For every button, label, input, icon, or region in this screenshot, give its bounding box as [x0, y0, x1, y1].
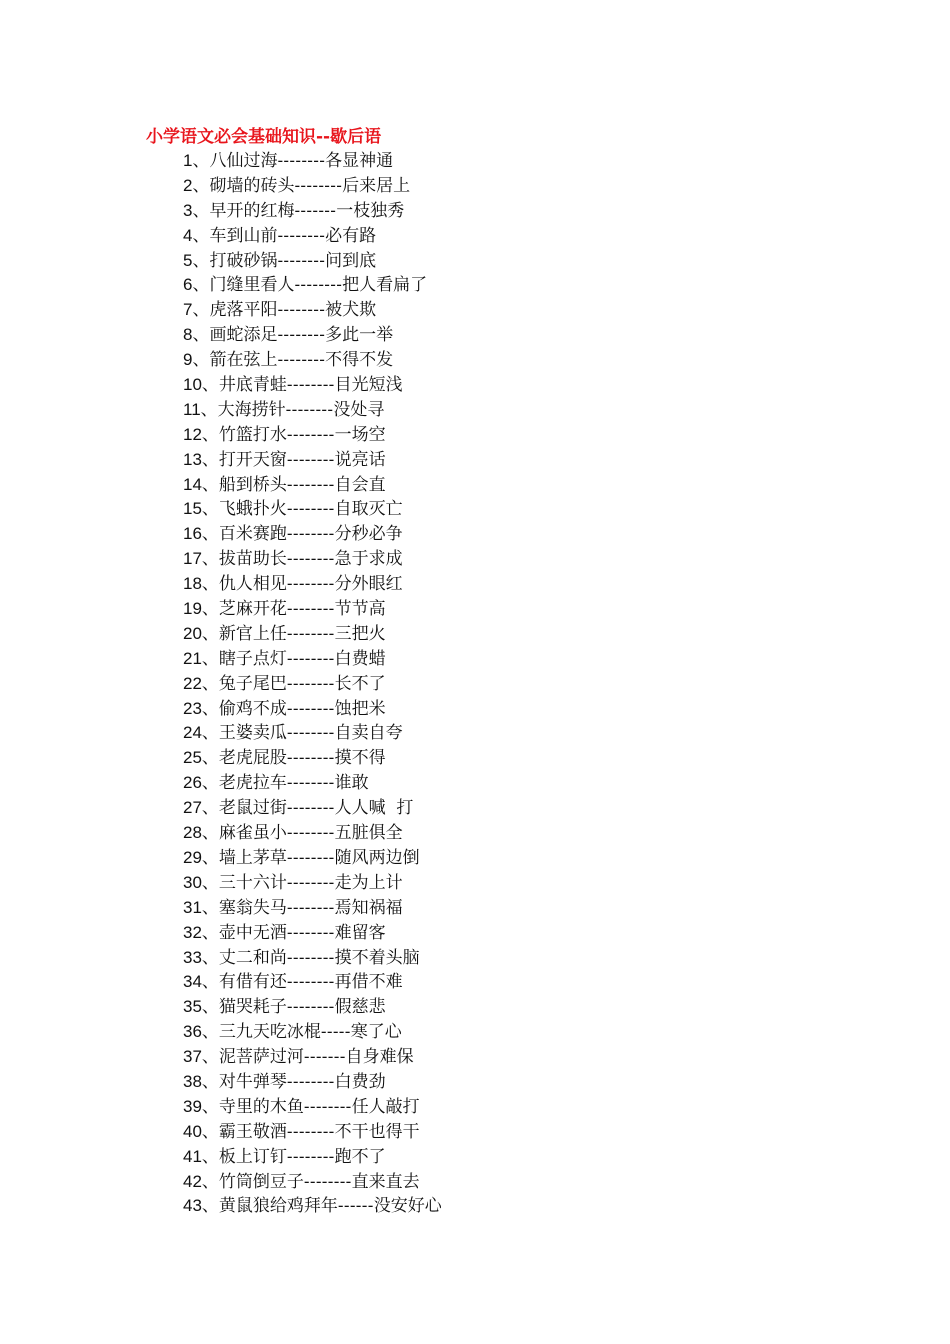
enumeration-comma: 、 — [192, 300, 210, 321]
document-title: 小学语文必会基础知识--歇后语 — [146, 127, 382, 147]
saying-second-part: 长不了 — [334, 673, 386, 694]
saying-second-part: 寒了心 — [350, 1022, 402, 1043]
list-item — [183, 448, 442, 473]
list-item — [183, 199, 442, 224]
item-number: 35 — [183, 997, 202, 1017]
item-number: 12 — [183, 424, 202, 444]
dash-separator: -------- — [286, 972, 335, 992]
list-item — [183, 149, 442, 174]
enumeration-comma: 、 — [201, 574, 219, 595]
enumeration-comma: 、 — [201, 1146, 219, 1167]
enumeration-comma: 、 — [201, 723, 219, 744]
dash-separator: -------- — [303, 1096, 352, 1116]
item-number: 32 — [183, 922, 202, 942]
item-number: 22 — [183, 673, 202, 693]
saying-first-part: 八仙过海 — [209, 151, 278, 171]
saying-second-part: 多此一举 — [325, 325, 394, 346]
saying-second-part: 三把火 — [334, 623, 386, 644]
item-number: 5 — [183, 250, 193, 270]
saying-second-part: 各显神通 — [325, 151, 394, 171]
dash-separator: -------- — [286, 947, 335, 967]
list-item — [183, 1120, 442, 1145]
enumeration-comma: 、 — [201, 424, 219, 445]
saying-second-part: 走为上计 — [334, 872, 403, 893]
saying-second-part: 自取灭亡 — [334, 499, 403, 520]
list-item — [183, 896, 442, 921]
idiom-list — [183, 149, 442, 1219]
dash-separator: -------- — [286, 997, 335, 1017]
enumeration-comma: 、 — [201, 972, 219, 993]
saying-first-part: 猫哭耗子 — [218, 997, 287, 1018]
dash-separator: -------- — [277, 350, 326, 370]
saying-first-part: 寺里的木鱼 — [218, 1096, 304, 1117]
saying-first-part: 百米赛跑 — [218, 524, 287, 545]
item-number: 2 — [183, 175, 193, 195]
list-item — [183, 1145, 442, 1170]
list-item — [183, 224, 442, 249]
item-number: 41 — [183, 1146, 202, 1166]
saying-second-part: 摸不着头脑 — [334, 947, 420, 968]
item-number: 14 — [183, 474, 202, 494]
list-item — [183, 995, 442, 1020]
dash-separator: -------- — [286, 499, 335, 519]
saying-second-part: 必有路 — [325, 225, 377, 246]
saying-second-part: 后来居上 — [342, 175, 411, 196]
list-item — [183, 547, 442, 572]
list-item — [183, 398, 442, 423]
list-item — [183, 871, 442, 896]
dash-separator: -------- — [286, 599, 335, 619]
saying-second-part: 急于求成 — [334, 549, 403, 570]
dash-separator: -------- — [286, 872, 335, 892]
list-item — [183, 1194, 442, 1219]
list-item — [183, 298, 442, 323]
dash-separator: -------- — [286, 474, 335, 494]
saying-second-part: 自身难保 — [345, 1047, 414, 1068]
saying-first-part: 车到山前 — [209, 225, 278, 246]
list-item — [183, 1070, 442, 1095]
item-number: 23 — [183, 698, 202, 718]
dash-separator: ------ — [337, 1196, 374, 1216]
list-item — [183, 672, 442, 697]
dash-separator: -------- — [286, 723, 335, 743]
dash-separator: -------- — [286, 574, 335, 594]
dash-separator: -------- — [286, 375, 335, 395]
dash-separator: -------- — [286, 648, 335, 668]
item-number: 17 — [183, 549, 202, 569]
list-item — [183, 323, 442, 348]
saying-first-part: 板上订钉 — [218, 1146, 287, 1167]
saying-first-part: 新官上任 — [218, 623, 287, 644]
enumeration-comma: 、 — [201, 599, 219, 620]
saying-second-part: 一枝独秀 — [336, 200, 405, 221]
list-item — [183, 846, 442, 871]
enumeration-comma: 、 — [192, 175, 210, 196]
enumeration-comma: 、 — [201, 698, 219, 719]
dash-separator: -------- — [286, 623, 335, 643]
saying-first-part: 塞翁失马 — [218, 897, 287, 918]
item-number: 38 — [183, 1071, 202, 1091]
enumeration-comma: 、 — [192, 325, 210, 346]
saying-second-part: 随风两边倒 — [334, 847, 420, 868]
saying-first-part: 三十六计 — [218, 872, 287, 893]
saying-second-part: 难留客 — [334, 922, 386, 943]
saying-first-part: 丈二和尚 — [218, 947, 287, 968]
list-item — [183, 821, 442, 846]
saying-first-part: 箭在弦上 — [209, 350, 278, 371]
saying-second-part: 节节高 — [334, 599, 386, 620]
saying-first-part: 老虎拉车 — [218, 773, 287, 794]
list-item — [183, 622, 442, 647]
saying-first-part: 竹篮打水 — [218, 424, 287, 445]
saying-first-part: 船到桥头 — [218, 474, 287, 495]
enumeration-comma: 、 — [201, 997, 219, 1018]
dash-separator: -------- — [277, 325, 326, 345]
list-item — [183, 348, 442, 373]
enumeration-comma: 、 — [201, 773, 219, 794]
dash-separator: -------- — [277, 300, 326, 320]
saying-second-part: 假慈悲 — [334, 997, 386, 1018]
saying-second-part: 分秒必争 — [334, 524, 403, 545]
saying-second-part: 人人喊 打 — [334, 798, 414, 819]
saying-second-part: 摸不得 — [334, 748, 386, 769]
item-number: 11 — [183, 399, 201, 419]
enumeration-comma: 、 — [201, 499, 219, 520]
saying-second-part: 不得不发 — [325, 350, 394, 371]
enumeration-comma: 、 — [201, 375, 219, 396]
saying-second-part: 蚀把米 — [334, 698, 386, 719]
dash-separator: -------- — [286, 897, 335, 917]
saying-second-part: 白费劲 — [334, 1071, 386, 1092]
list-item — [183, 746, 442, 771]
saying-first-part: 有借有还 — [218, 972, 287, 993]
saying-first-part: 大海捞针 — [217, 399, 286, 420]
saying-second-part: 再借不难 — [334, 972, 403, 993]
enumeration-comma: 、 — [201, 1171, 219, 1192]
dash-separator: -------- — [286, 1071, 335, 1091]
saying-first-part: 墙上茅草 — [218, 847, 287, 868]
item-number: 24 — [183, 723, 202, 743]
list-item — [183, 921, 442, 946]
saying-second-part: 直来直去 — [351, 1171, 420, 1192]
saying-first-part: 霸王敬酒 — [218, 1121, 287, 1142]
enumeration-comma: 、 — [192, 225, 210, 246]
saying-first-part: 王婆卖瓜 — [218, 723, 287, 744]
enumeration-comma: 、 — [201, 449, 219, 470]
enumeration-comma: 、 — [201, 947, 219, 968]
list-item — [183, 1095, 442, 1120]
item-number: 34 — [183, 972, 202, 992]
saying-first-part: 老虎屁股 — [218, 748, 287, 769]
list-item — [183, 1045, 442, 1070]
saying-first-part: 对牛弹琴 — [218, 1071, 287, 1092]
saying-second-part: 跑不了 — [334, 1146, 386, 1167]
dash-separator: -------- — [286, 549, 335, 569]
dash-separator: ------- — [294, 200, 337, 220]
dash-separator: -------- — [286, 847, 335, 867]
item-number: 8 — [183, 325, 193, 345]
item-number: 16 — [183, 524, 202, 544]
list-item — [183, 249, 442, 274]
item-number: 13 — [183, 449, 202, 469]
item-number: 36 — [183, 1022, 202, 1042]
item-number: 10 — [183, 375, 202, 395]
item-number: 40 — [183, 1121, 202, 1141]
dash-separator: -------- — [286, 773, 335, 793]
saying-second-part: 把人看扁了 — [342, 275, 428, 296]
list-item — [183, 796, 442, 821]
saying-second-part: 一场空 — [334, 424, 386, 445]
list-item — [183, 174, 442, 199]
item-number: 21 — [183, 648, 202, 668]
enumeration-comma: 、 — [201, 1047, 219, 1068]
saying-first-part: 井底青蛙 — [218, 375, 287, 396]
list-item — [183, 946, 442, 971]
enumeration-comma: 、 — [201, 623, 219, 644]
item-number: 7 — [183, 300, 193, 320]
saying-second-part: 目光短浅 — [334, 375, 403, 396]
dash-separator: -------- — [277, 151, 326, 170]
enumeration-comma: 、 — [201, 1196, 219, 1217]
enumeration-comma: 、 — [201, 648, 219, 669]
dash-separator: -------- — [286, 524, 335, 544]
dash-separator: -------- — [286, 673, 335, 693]
saying-second-part: 分外眼红 — [334, 574, 403, 595]
enumeration-comma: 、 — [201, 549, 219, 570]
item-number: 9 — [183, 350, 193, 370]
saying-second-part: 自卖自夸 — [334, 723, 403, 744]
enumeration-comma: 、 — [201, 1071, 219, 1092]
enumeration-comma: 、 — [201, 798, 219, 819]
saying-first-part: 打破砂锅 — [209, 250, 278, 271]
item-number: 30 — [183, 872, 202, 892]
dash-separator: -------- — [277, 225, 326, 245]
list-item — [183, 522, 442, 547]
enumeration-comma: 、 — [201, 474, 219, 495]
dash-separator: -------- — [294, 275, 343, 295]
item-number: 18 — [183, 574, 202, 594]
dash-separator: ----- — [320, 1022, 351, 1042]
saying-first-part: 竹筒倒豆子 — [218, 1171, 304, 1192]
dash-separator: -------- — [286, 449, 335, 469]
item-number: 31 — [183, 897, 202, 917]
item-number: 42 — [183, 1171, 202, 1191]
item-number: 6 — [183, 275, 193, 295]
dash-separator: -------- — [286, 424, 335, 444]
saying-first-part: 偷鸡不成 — [218, 698, 287, 719]
enumeration-comma: 、 — [192, 275, 210, 296]
item-number: 20 — [183, 623, 202, 643]
saying-first-part: 麻雀虽小 — [218, 823, 287, 844]
saying-second-part: 谁敢 — [334, 773, 369, 794]
saying-second-part: 问到底 — [325, 250, 377, 271]
enumeration-comma: 、 — [201, 748, 219, 769]
item-number: 29 — [183, 847, 202, 867]
dash-separator: -------- — [294, 175, 343, 195]
saying-second-part: 白费蜡 — [334, 648, 386, 669]
saying-first-part: 早开的红梅 — [209, 200, 295, 221]
item-number: 25 — [183, 748, 202, 768]
dash-separator: ------- — [303, 1047, 346, 1067]
list-item — [183, 647, 442, 672]
saying-first-part: 拔苗助长 — [218, 549, 287, 570]
list-item — [183, 597, 442, 622]
saying-second-part: 没安好心 — [373, 1196, 442, 1217]
list-item — [183, 697, 442, 722]
list-item — [183, 423, 442, 448]
dash-separator: -------- — [286, 1146, 335, 1166]
saying-first-part: 飞蛾扑火 — [218, 499, 287, 520]
saying-first-part: 画蛇添足 — [209, 325, 278, 346]
item-number: 27 — [183, 798, 202, 818]
item-number: 39 — [183, 1096, 202, 1116]
saying-second-part: 说亮话 — [334, 449, 386, 470]
enumeration-comma: 、 — [201, 823, 219, 844]
dash-separator: -------- — [286, 748, 335, 768]
item-number: 1 — [183, 151, 193, 170]
enumeration-comma: 、 — [192, 350, 210, 371]
saying-first-part: 门缝里看人 — [209, 275, 295, 296]
saying-first-part: 壶中无酒 — [218, 922, 287, 943]
list-item — [183, 273, 442, 298]
dash-separator: -------- — [285, 399, 334, 419]
dash-separator: -------- — [286, 1121, 335, 1141]
saying-second-part: 自会直 — [334, 474, 386, 495]
item-number: 4 — [183, 225, 193, 245]
saying-second-part: 五脏俱全 — [334, 823, 403, 844]
dash-separator: -------- — [277, 250, 326, 270]
saying-second-part: 没处寻 — [333, 399, 385, 420]
item-number: 37 — [183, 1047, 202, 1067]
item-number: 15 — [183, 499, 202, 519]
saying-first-part: 打开天窗 — [218, 449, 287, 470]
enumeration-comma: 、 — [201, 673, 219, 694]
dash-separator: -------- — [303, 1171, 352, 1191]
list-item — [183, 970, 442, 995]
saying-first-part: 虎落平阳 — [209, 300, 278, 321]
item-number: 28 — [183, 823, 202, 843]
saying-first-part: 泥菩萨过河 — [218, 1047, 304, 1068]
enumeration-comma: 、 — [201, 922, 219, 943]
list-item — [183, 497, 442, 522]
list-item — [183, 473, 442, 498]
list-item — [183, 572, 442, 597]
enumeration-comma: 、 — [201, 897, 219, 918]
dash-separator: -------- — [286, 798, 335, 818]
enumeration-comma: 、 — [192, 200, 210, 221]
list-item — [183, 373, 442, 398]
enumeration-comma: 、 — [201, 524, 219, 545]
enumeration-comma: 、 — [192, 250, 210, 271]
item-number: 33 — [183, 947, 202, 967]
saying-first-part: 仇人相见 — [218, 574, 287, 595]
saying-first-part: 三九天吃冰棍 — [218, 1022, 321, 1043]
list-item — [183, 1020, 442, 1045]
dash-separator: -------- — [286, 922, 335, 942]
list-item — [183, 771, 442, 796]
saying-first-part: 瞎子点灯 — [218, 648, 287, 669]
saying-first-part: 兔子尾巴 — [218, 673, 287, 694]
saying-first-part: 黄鼠狼给鸡拜年 — [218, 1196, 338, 1217]
enumeration-comma: 、 — [201, 872, 219, 893]
enumeration-comma: 、 — [192, 151, 210, 171]
saying-first-part: 砌墙的砖头 — [209, 175, 295, 196]
enumeration-comma: 、 — [201, 847, 219, 868]
item-number: 26 — [183, 773, 202, 793]
list-item — [183, 721, 442, 746]
saying-second-part: 焉知祸福 — [334, 897, 403, 918]
item-number: 43 — [183, 1196, 202, 1216]
enumeration-comma: 、 — [201, 1096, 219, 1117]
saying-first-part: 芝麻开花 — [218, 599, 287, 620]
saying-second-part: 任人敲打 — [351, 1096, 420, 1117]
enumeration-comma: 、 — [200, 399, 218, 420]
item-number: 3 — [183, 200, 193, 220]
saying-second-part: 不干也得干 — [334, 1121, 420, 1142]
item-number: 19 — [183, 599, 202, 619]
enumeration-comma: 、 — [201, 1022, 219, 1043]
dash-separator: -------- — [286, 698, 335, 718]
enumeration-comma: 、 — [201, 1121, 219, 1142]
saying-first-part: 老鼠过街 — [218, 798, 287, 819]
dash-separator: -------- — [286, 823, 335, 843]
saying-second-part: 被犬欺 — [325, 300, 377, 321]
list-item — [183, 1170, 442, 1195]
